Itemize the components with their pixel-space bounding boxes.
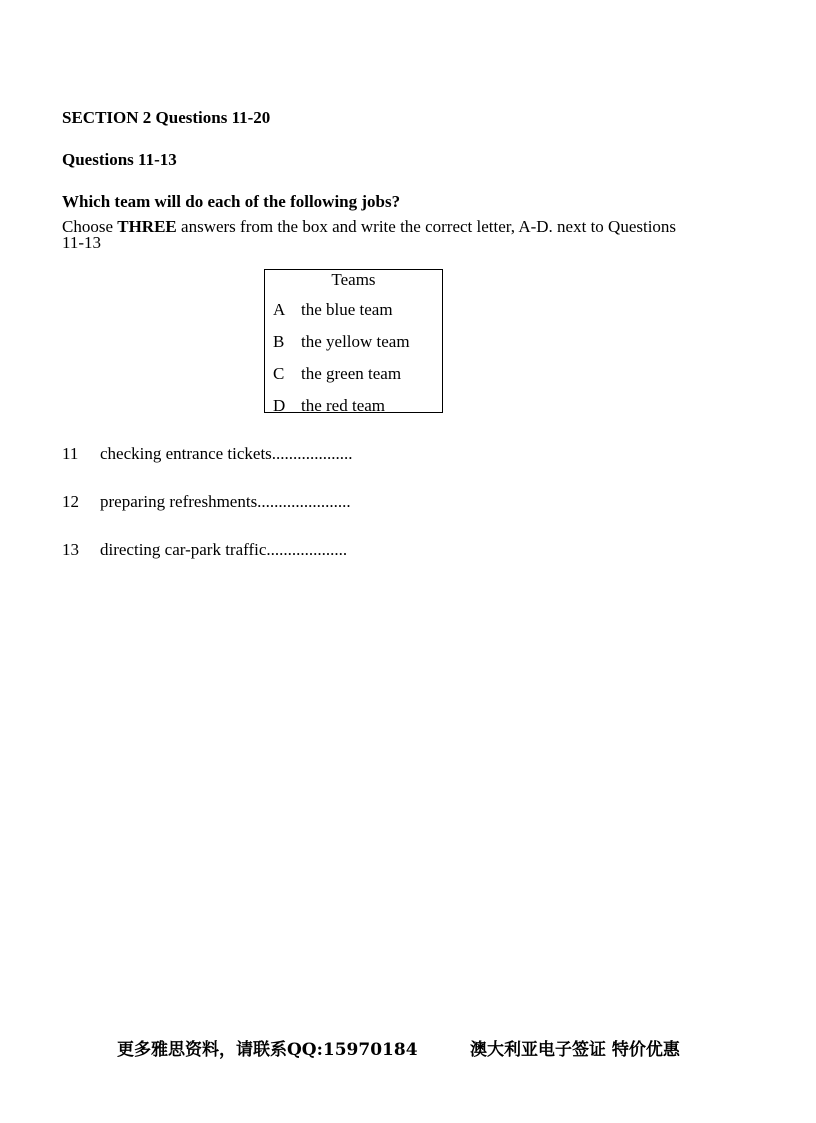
team-option-a (273, 300, 393, 320)
question-text: directing car-park traffic................... (100, 540, 348, 559)
question-12 (62, 492, 351, 512)
team-option-letter: C (273, 364, 285, 383)
question-11 (62, 444, 353, 464)
team-option-letter: A (273, 300, 286, 319)
instructions-text (62, 219, 702, 251)
instructions-prefix: Choose (62, 217, 118, 236)
instructions-emphasis: THREE (117, 217, 177, 236)
footer-promo-text: 澳大利亚电子签证 特价优惠 (470, 1040, 680, 1060)
question-text: checking entrance tickets................... (100, 444, 353, 463)
team-option-letter: D (273, 396, 286, 415)
task-heading: Which team will do each of the following jobs? (62, 192, 401, 211)
instructions-suffix: answers from the box and write the correct letter, A-D. next to Questions 11-13 (62, 217, 677, 252)
team-option-letter: B (273, 332, 285, 351)
team-option-text: the green team (301, 364, 402, 383)
teams-box (264, 269, 443, 413)
team-option-c (273, 364, 401, 384)
team-option-d (273, 396, 385, 416)
team-option-text: the yellow team (301, 332, 410, 351)
question-number: 12 (62, 492, 79, 511)
question-number: 11 (62, 444, 79, 463)
footer-contact-text: 更多雅思资料，请联系QQ:15970184 (117, 1040, 418, 1060)
team-option-text: the red team (301, 396, 386, 415)
questions-range-heading: Questions 11-13 (62, 150, 177, 169)
question-text: preparing refreshments...................... (100, 492, 351, 511)
question-13 (62, 540, 347, 560)
question-number: 13 (62, 540, 79, 559)
team-option-b (273, 332, 410, 352)
teams-box-title: Teams (331, 270, 376, 289)
team-option-text: the blue team (301, 300, 393, 319)
section-heading: SECTION 2 Questions 11-20 (62, 108, 271, 127)
